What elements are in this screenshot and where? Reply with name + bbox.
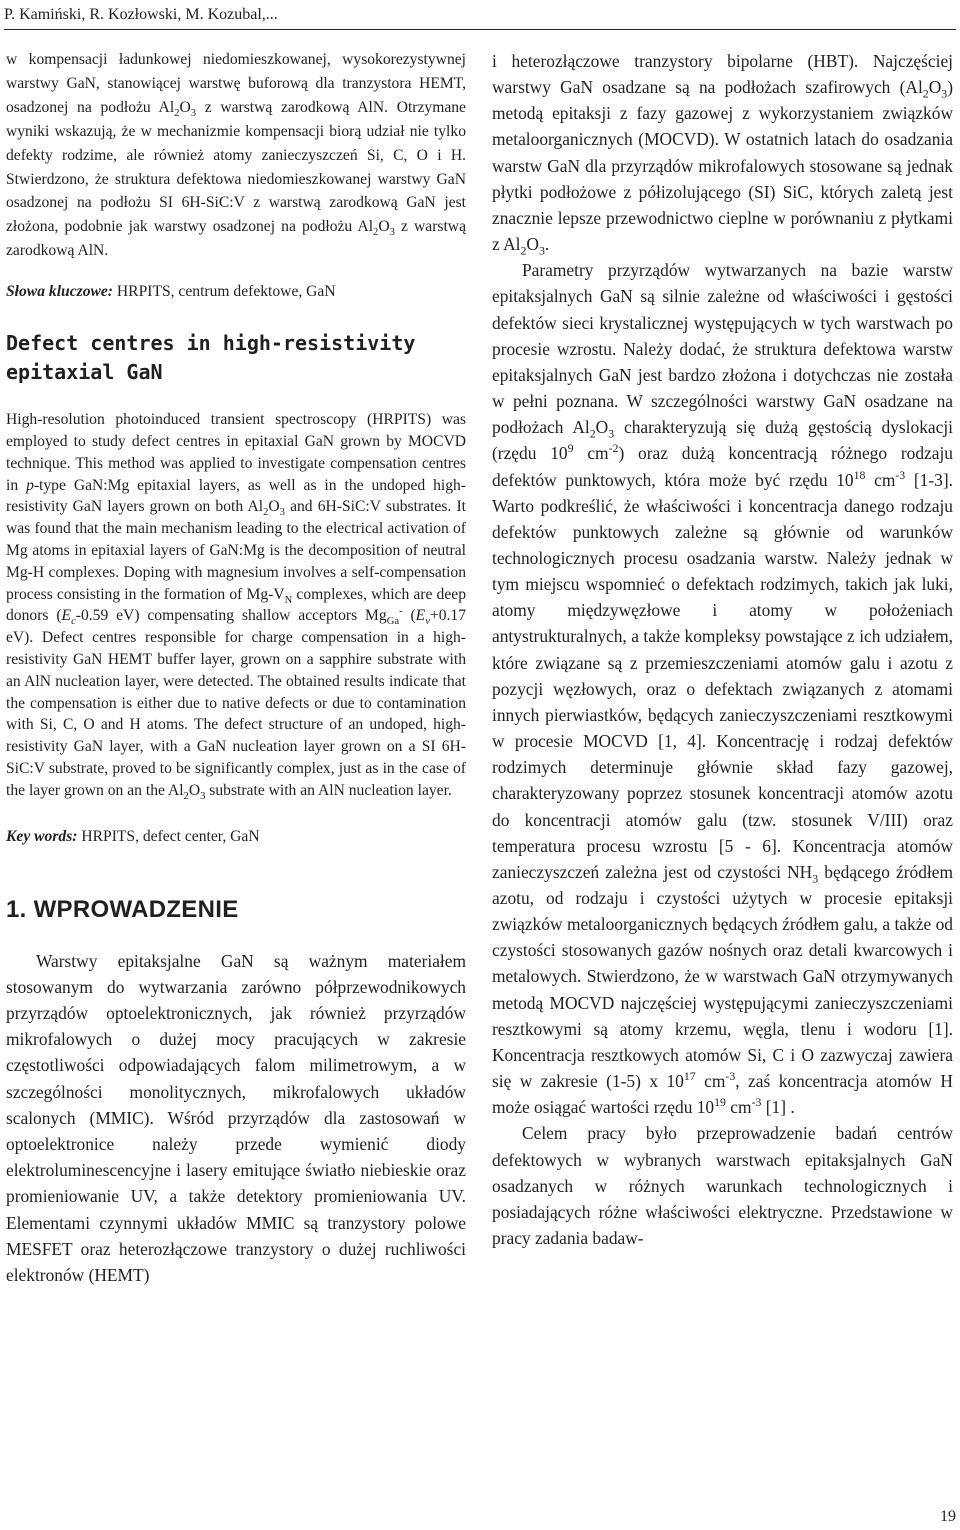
right-paragraph-1: i heterozłączowe tranzystory bipolarne (HBT). Najczęściej warstwy GaN osadzane są na podłożach szafirowych $(Al_2O_3)$ metodą epitaksji z fazy gazowej z wykorzystaniem związków metaloorganicznych (MOCVD). W ostatnich latach do osadzania warstw GaN dla przyrządów mikrofalowych stosowane są jednak płytki podłożowe z półizolującego (SI) SiC, których zaletą jest znacznie lepsze przewodnictwo cieplne w porównaniu z płytkami z $Al_2O_3$. <box>492 51 953 258</box>
right-paragraph-2: Parametry przyrządów wytwarzanych na bazie warstw epitaksjalnych GaN są silnie zależne od właściwości i gęstości defektów sieci krystalicznej występujących w tych warstwach po procesie wzrostu. Należy dodać, że struktura defektowa warstw epitaksjalnych GaN jest bardzo złożona i dotychczas nie została w pełni poznana. W szczególności warstwy GaN osadzane na podłożach $Al_2O_3$ charakteryzują się dużą gęstością dyslokacji (rzędu $10^9$ $cm^{-2}$) oraz dużą koncentracją różnego rodzaju defektów punktowych, która może być rzędu $10^{18}$ $cm^{-3}$ [1-3]. Warto podkreślić, że właściwości i koncentracja danego rodzaju defektów punktowych zależne są głównie od warunków technologicznych procesu osadzania warstw. Należy jednak w tym miejscu wspomnieć o defektach rodzimych, takich jak luki, atomy międzywęzłowe i atomy w położeniach antystrukturalnych, a także kompleksy powstające z ich udziałem, które związane są z przemieszczeniami atomów galu i azotu z pozycji węzłowych, oraz o defektach związanych z atomami innych pierwiastków, będących zanieczyszczeniami resztkowymi w procesie MOCVD [1, 4]. Koncentrację i rodzaj defektów rodzimych determinuje głównie skład fazy gazowej, charakteryzowany poprzez stosunek koncentracji atomów azotu do koncentracji atomów galu (tzw. stosunek V/III) oraz temperatura procesu wzrostu [5 - 6]. Koncentracja atomów zanieczyszczeń zależna jest od czystości $NH_3$ będącego źródłem azotu, od rodzaju i czystości użytych w procesie epitaksji związków metaloorganicznych będących źródłem galu, a także od czystości stosowanych gazów nośnych oraz detali kwarcowych i metalowych. Stwierdzono, że w warstwach GaN otrzymywanych metodą MOCVD najczęściej występującymi zanieczyszczeniami resztkowymi są atomy krzemu, węgla, tlenu i wodoru [1]. Koncentracja resztkowych atomów Si, C i O zazwyczaj zawiera się w zakresie (1-5) x $10^{17}$ $cm^{-3}$, zaś koncentracja atomów H może osiągać wartości rzędu $10^{19}$ $cm^{-3}$ [1] . <box>492 260 954 1118</box>
english-title: Defect centres in high-resistivity epitaxial GaN <box>6 331 416 385</box>
right-column <box>492 48 953 1251</box>
abstract-english: High-resolution photoinduced transient spectroscopy (HRPITS) was employed to study defect centres in epitaxial GaN grown by MOCVD technique. This method was applied to investigate compensation centres in p-type GaN:Mg epitaxial layers, as well as in the undoped high-resistivity GaN layers grown on both $Al_2O_3$ and 6H-SiC:V substrates. It was found that the main mechanism leading to the electrical activation of Mg atoms in epitaxial layers of GaN:Mg is the decomposition of neutral Mg-H complexes. Doping with magnesium involves a self-compensation process consisting in the formation of $Mg-V_N$ complexes, which are deep donors ($E_c-0.59$ eV) compensating shallow acceptors $Mg_{Ga}^-$ ($E_v+0.17$ eV). Defect centres responsible for charge compensation in a high-resistivity GaN HEMT buffer layer, grown on a sapphire substrate with an AlN nucleation layer, were detected. The obtained results indicate that the compensation is either due to native defects or due to contamination with Si, C, O and H atoms. The defect structure of an undoped, high-resistivity GaN layer, with a GaN nucleation layer grown on a SI 6H-SiC:V substrate, proved to be significantly complex, just as in the case of the layer grown on an the $Al_2O_3$ substrate with an AlN nucleation layer. <box>6 411 466 802</box>
left-column <box>6 48 466 1288</box>
header-authors: P. Kamiński, R. Kozłowski, M. Kozubal,... <box>4 6 278 23</box>
keywords-polish-label: Słowa kluczowe: <box>6 283 114 301</box>
abstract-polish: w kompensacji ładunkowej niedomieszkowanej, wysokorezystywnej warstwy GaN, stanowiącej warstwę buforową dla tranzystora HEMT, osadzonej na podłożu $Al_2O_3$ z warstwą zarodkową AlN. Otrzymane wyniki wskazują, że w mechanizmie kompensacji biorą udział nie tylko defekty rodzime, ale również atomy zanieczyszczeń Si, C, O i H. Stwierdzono, że struktura defektowa niedomieszkowanej warstwy GaN osadzonej na podłożu SI 6H-SiC:V z warstwą zarodkową GaN jest złożona, podobnie jak warstwy osadzonej na podłożu $Al_2O_3$ z warstwą zarodkową AlN. <box>6 51 466 260</box>
intro-paragraph: Warstwy epitaksjalne GaN są ważnym materiałem stosowanym do wytwarzania zarówno półprzewodnikowych przyrządów optoelektronicznych, jak również przyrządów mikrofalowych o dużej mocy pracujących w zakresie częstotliwości odpowiadających falom milimetrowym, a w szczególności monolitycznych, mikrofalowych układów scalonych (MMIC). Wśród przyrządów dla zastosowań w optoelektronice należy przede wymienić diody elektroluminescencyjne i lasery emitujące światło niebieskie oraz promieniowanie UV, a także detektory promieniowania UV. Elementami czynnymi układów MMIC są tranzystory polowe MESFET oraz heterozłączowe tranzystory o dużej ruchliwości elektronów (HEMT) <box>6 950 466 1285</box>
page-number: 19 <box>940 1508 956 1525</box>
header-rule <box>4 29 956 30</box>
section-heading: 1. WPROWADZENIE <box>6 895 239 923</box>
keywords-english <box>6 826 466 848</box>
right-paragraph-3: Celem pracy było przeprowadzenie badań centrów defektowych w wybranych warstwach epitaksjalnych GaN osadzanych w różnych warunkach technologicznych i posiadających różne właściwości elektryczne. Przedstawione w pracy zadania badaw- <box>492 1123 953 1249</box>
running-header <box>4 0 956 30</box>
keywords-polish <box>6 281 466 303</box>
keywords-english-text: HRPITS, defect center, GaN <box>77 827 260 845</box>
keywords-english-label: Key words: <box>6 827 78 845</box>
keywords-polish-text: HRPITS, centrum defektowe, GaN <box>113 283 336 301</box>
